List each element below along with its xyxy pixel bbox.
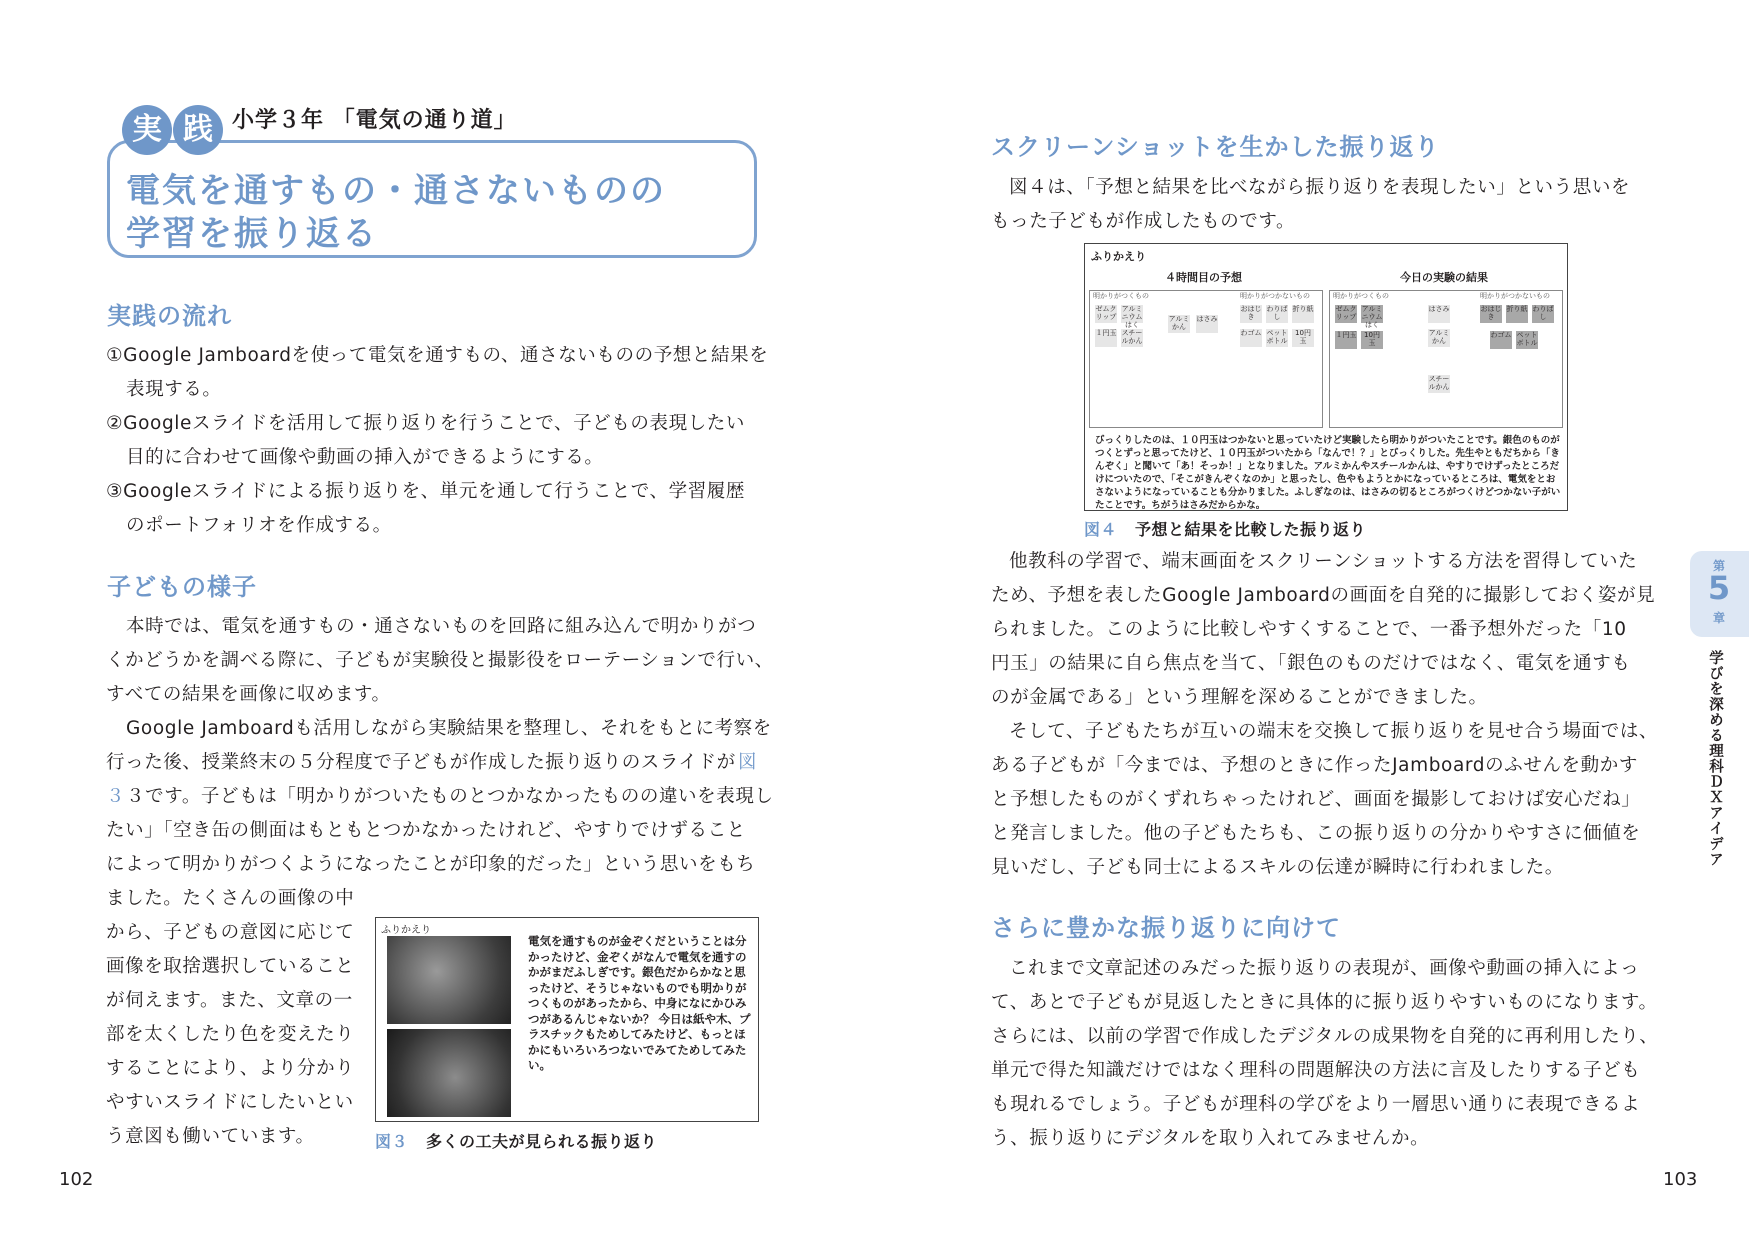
sticky-note: はさみ — [1196, 315, 1218, 333]
figure-4-caption — [1084, 517, 1366, 540]
flow-line: ①Google Jamboardを使って電気を通すもの、通さないものの予想と結果を — [106, 345, 769, 366]
chapter-title-vertical: 学びを深める理科ＤＸアイデア — [1707, 650, 1723, 867]
column-off-label: 明かりがつかないもの — [1240, 292, 1310, 300]
sticky-note: わりばし — [1532, 305, 1554, 321]
sticky-note: 折り紙 — [1292, 305, 1314, 323]
figure-4-caption-text: 予想と結果を比較した振り返り — [1135, 520, 1367, 539]
paragraph-line: くかどうかを調べる際に、子どもが実験役と撮影役をローテーションで行い、 — [106, 650, 774, 671]
sticky-note: おはじき — [1480, 305, 1502, 321]
paragraph-line: ある子どもが「今までは、予想のときに作ったJamboardのふせんを動かす — [991, 755, 1638, 776]
paragraph-line: と発言しました。他の子どもたちも、この振り返りの分かりやすさに価値を — [991, 823, 1641, 844]
flow-line: ③Googleスライドによる振り返りを、単元を通して行うことで、学習履歴 — [106, 481, 746, 502]
paragraph-line: ました。たくさんの画像の中 — [106, 888, 355, 909]
badge-char-1: 実 — [122, 105, 172, 155]
sticky-note: １円玉 — [1095, 329, 1117, 347]
flow-line: 表現する。 — [126, 379, 222, 400]
paragraph-line: て、あとで子どもが見返したときに具体的に振り返りやすいものになります。 — [991, 992, 1658, 1013]
section-heading-richer: さらに豊かな振り返りに向けて — [991, 914, 1341, 942]
page-title-line-2: 学習を振り返る — [126, 214, 378, 254]
paragraph-line: もった子どもが作成したものです。 — [991, 211, 1296, 232]
result-title: 今日の実験の結果 — [1400, 271, 1488, 284]
badge-char-2: 践 — [173, 105, 223, 155]
flow-line: ②Googleスライドを活用して振り返りを行うことで、子どもの表現したい — [106, 413, 746, 434]
figure-4-label: ふりかえり — [1091, 250, 1146, 263]
sticky-note: わゴム — [1240, 329, 1262, 347]
paragraph-line: 本時では、電気を通すもの・通さないものを回路に組み込んで明かりがつ — [126, 616, 757, 637]
chapter-number: 5 — [1707, 569, 1731, 607]
figure-3-caption — [375, 1129, 657, 1152]
paragraph-line: のが金属である」という理解を深めることができました。 — [991, 687, 1488, 708]
grade-title: 小学３年 「電気の通り道」 — [232, 108, 517, 133]
section-heading-screenshot: スクリーンショットを生かした振り返り — [991, 133, 1440, 161]
paragraph-line: によって明かりがつくようになったことが印象的だった」という思いをもち — [106, 854, 756, 875]
paragraph-line: 単元で得た知識だけではなく理科の問題解決の方法に言及したりする子ども — [991, 1060, 1641, 1081]
sticky-note: 折り紙 — [1506, 305, 1528, 323]
paragraph-line: そして、子どもたちが互いの端末を交換して振り返りを見せ合う場面では、 — [1009, 721, 1659, 742]
figure-4-text: びっくりしたのは、１０円玉はつかないと思っていたけど実験したら明かりがついたことです。銀色のものがつくとずっと思ってたけど、１０円玉がついたから「なんで！？」とびっくりした。先生やともだちから「きんぞく」と聞いて「あ！そっか！」となりました。アルミかんやスチールかんは、やすりでけずったところだけについたので、「そこがきんぞくなのか」と思ったし、色やもようとかになっているところは、電気をとおさないようになっていることも分かりました。ふしぎなのは、はさみの切るところがつくけどつかない子がいたことです。ちがうはさみだからかな。 — [1095, 435, 1561, 511]
experiment-photo-2 — [387, 1029, 511, 1117]
paragraph-line: も現れるでしょう。子どもが理科の学びをより一層思い通りに表現できるよ — [991, 1094, 1641, 1115]
paragraph-line: う意図も働いています。 — [106, 1126, 315, 1147]
figure-3 — [375, 917, 759, 1122]
paragraph-line: すべての結果を画像に収めます。 — [106, 684, 391, 705]
prediction-title: ４時間目の予想 — [1165, 271, 1242, 284]
figure-3-label: ふりかえり — [381, 925, 431, 936]
sticky-note: スチールかん — [1121, 329, 1143, 345]
sticky-note: アルミかん — [1428, 329, 1450, 345]
sticky-note: おはじき — [1240, 305, 1262, 321]
paragraph-line: 行った後、授業終末の５分程度で子どもが作成した振り返りのスライドが — [106, 752, 736, 773]
figure-4 — [1084, 243, 1568, 511]
figure-4-number: 図４ — [1084, 520, 1118, 539]
chapter-tab-top: 第 — [1712, 559, 1725, 573]
figure-3-number: 図３ — [375, 1132, 409, 1151]
sticky-note: わゴム — [1490, 331, 1512, 349]
column-on-label: 明かりがつくもの — [1093, 292, 1149, 300]
flow-line: のポートフォリオを作成する。 — [126, 515, 392, 536]
paragraph-line: さらには、以前の学習で作成したデジタルの成果物を自発的に再利用したり、 — [991, 1026, 1659, 1047]
paragraph-line: これまで文章記述のみだった振り返りの表現が、画像や動画の挿入によっ — [1009, 958, 1640, 979]
sticky-note: アルミニウムはく — [1121, 305, 1143, 329]
sticky-note: はさみ — [1428, 305, 1450, 323]
section-heading-children: 子どもの様子 — [107, 573, 257, 601]
paragraph-line: ３です。子どもは「明かりがついたものとつかなかったものの違いを表現し — [126, 786, 774, 807]
paragraph-line: 画像を取捨選択していること — [106, 956, 355, 977]
figure-ref[interactable]: ３ — [106, 786, 126, 807]
sticky-note: ペットボトル — [1516, 331, 1538, 347]
paragraph-line: やすいスライドにしたいとい — [106, 1092, 354, 1113]
page-number-right: 103 — [1663, 1169, 1698, 1190]
chapter-tab-bottom: 章 — [1712, 611, 1725, 625]
column-off-label: 明かりがつかないもの — [1480, 292, 1550, 300]
figure-3-text: 電気を通すものが金ぞくだということは分かったけど、金ぞくがなんで電気を通すのかがまだふしぎです。銀色だからかなと思ったけど、そうじゃないものでも明かりがつくものがあったから、中身になにかひみつがあるんじゃないか？ 今日は紙や木、プラスチックもためしてみたけど、もっとほかにもいろいろつないでみてためしてみたい。 — [528, 934, 751, 1072]
prediction-board — [1089, 290, 1323, 428]
paragraph-line: 円玉」の結果に自ら焦点を当て、「銀色のものだけではなく、電気を通すも — [991, 653, 1631, 674]
paragraph-line: が伺えます。また、文章の一 — [106, 990, 353, 1011]
sticky-note: ゼムクリップ — [1095, 305, 1117, 321]
paragraph-line: 部を太くしたり色を変えたり — [106, 1024, 355, 1045]
sticky-note: ペットボトル — [1266, 329, 1288, 345]
paragraph-line: Google Jamboardも活用しながら実験結果を整理し、それをもとに考察を — [126, 718, 772, 739]
paragraph-line: ため、予想を表したGoogle Jamboardの画面を自発的に撮影しておく姿が見 — [991, 585, 1656, 606]
sticky-note: 10円玉 — [1361, 331, 1383, 349]
page-title-line-1: 電気を通すもの・通さないものの — [126, 171, 666, 211]
sticky-note: スチールかん — [1428, 375, 1450, 391]
sticky-note: わりばし — [1266, 305, 1288, 321]
paragraph-line: られました。このように比較しやすくすることで、一番予想外だった「10 — [991, 619, 1627, 640]
sticky-note: アルミかん — [1168, 315, 1190, 331]
paragraph-line: う、振り返りにデジタルを取り入れてみませんか。 — [991, 1128, 1430, 1149]
section-heading-flow: 実践の流れ — [107, 302, 232, 330]
flow-line: 目的に合わせて画像や動画の挿入ができるようにする。 — [126, 447, 604, 468]
sticky-note: アルミニウムはく — [1361, 305, 1383, 329]
sticky-note: 10円玉 — [1292, 329, 1314, 347]
paragraph-line: と予想したものがくずれちゃったけれど、画面を撮影しておけば安心だね」 — [991, 789, 1641, 810]
result-board — [1329, 290, 1563, 428]
experiment-photo-1 — [387, 936, 511, 1024]
paragraph-line: から、子どもの意図に応じて — [106, 922, 355, 943]
page-number-left: 102 — [59, 1169, 94, 1190]
sticky-note: ゼムクリップ — [1335, 305, 1357, 321]
paragraph-line: することにより、より分かり — [106, 1058, 355, 1079]
paragraph-line: 図４は、「予想と結果を比べながら振り返りを表現したい」という思いを — [1009, 177, 1631, 198]
paragraph-line: たい」「空き缶の側面はもともとつかなかったけれど、やすりでけずること — [106, 820, 746, 841]
paragraph-line: 他教科の学習で、端末画面をスクリーンショットする方法を習得していた — [1009, 551, 1638, 572]
figure-ref[interactable]: 図 — [738, 752, 758, 773]
figure-3-caption-text: 多くの工夫が見られる振り返り — [426, 1132, 658, 1151]
paragraph-line: 見いだし、子ども同士によるスキルの伝達が瞬時に行われました。 — [991, 857, 1564, 878]
column-on-label: 明かりがつくもの — [1333, 292, 1389, 300]
sticky-note: １円玉 — [1335, 331, 1357, 349]
